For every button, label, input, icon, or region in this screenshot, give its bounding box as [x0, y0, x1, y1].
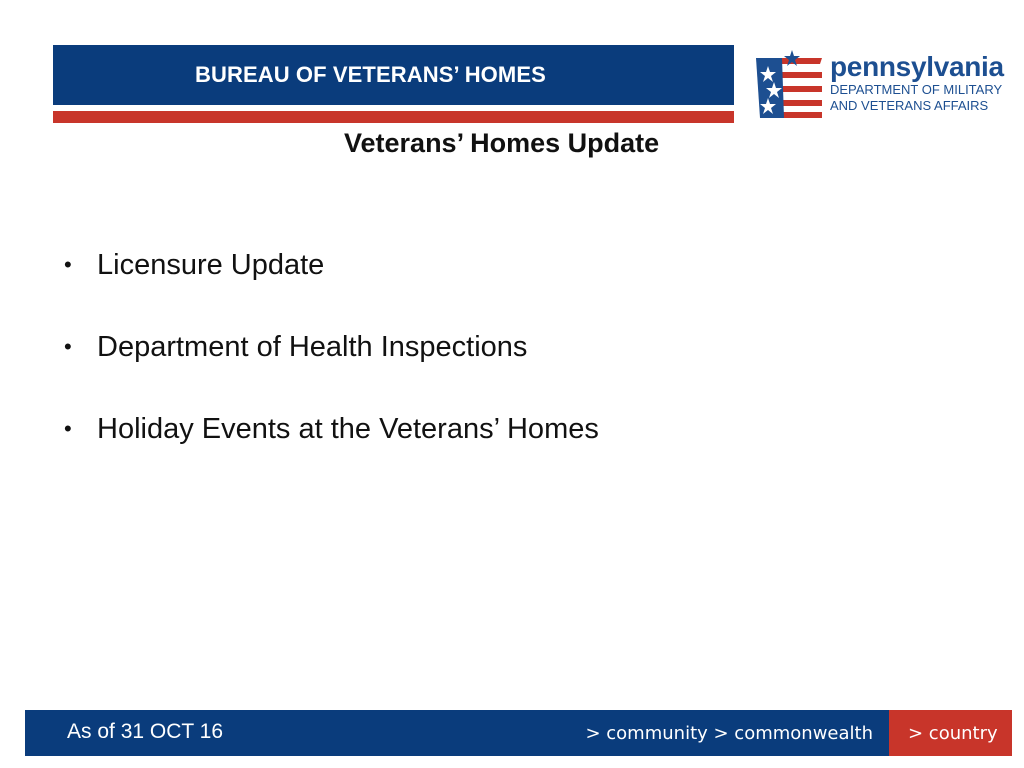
- logo-department-line2: AND VETERANS AFFAIRS: [830, 98, 989, 113]
- bullet-item-licensure: [62, 246, 599, 284]
- header-red-rule: [53, 111, 734, 123]
- bullet-text: Department of Health Inspections: [97, 331, 528, 363]
- footer-blue-section: [25, 710, 889, 756]
- footer-country: > country: [908, 723, 998, 744]
- header-title: BUREAU OF VETERANS’ HOMES: [195, 62, 546, 87]
- bullet-dot-icon: •: [64, 416, 72, 441]
- slide-subtitle: Veterans’ Homes Update: [344, 128, 660, 158]
- footer-date: As of 31 OCT 16: [67, 720, 224, 743]
- bullet-dot-icon: •: [64, 334, 72, 359]
- bullet-dot-icon: •: [64, 252, 72, 277]
- pa-keystone-flag-icon: [752, 48, 826, 120]
- logo-department-line1: DEPARTMENT OF MILITARY: [830, 82, 1003, 97]
- bullet-item-holiday-events: [62, 410, 599, 448]
- bullet-text: Licensure Update: [97, 249, 325, 281]
- bullet-list: [62, 246, 599, 492]
- footer-bar: [25, 710, 1012, 756]
- pa-dmva-logo: [752, 48, 1024, 120]
- header-bar: [53, 45, 734, 105]
- bullet-text: Holiday Events at the Veterans’ Homes: [97, 413, 599, 445]
- logo-wordmark: pennsylvania: [830, 51, 1004, 82]
- footer-tagline: > community > commonwealth: [585, 723, 873, 744]
- bullet-item-health-inspections: [62, 328, 599, 366]
- footer-red-section: [889, 710, 1012, 756]
